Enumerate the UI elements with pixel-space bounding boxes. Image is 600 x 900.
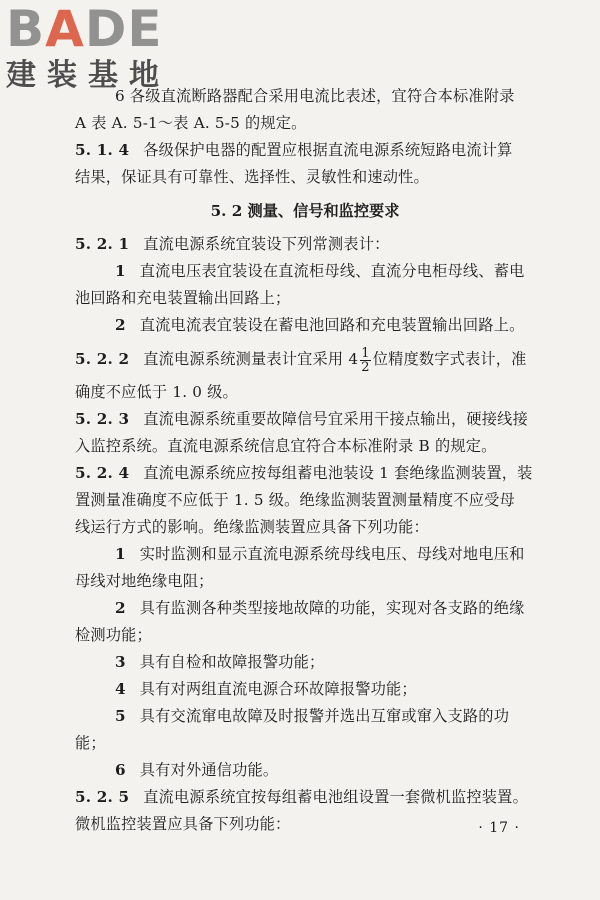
item-text: 具有对外通信功能。 — [139, 761, 279, 779]
clause-5-2-1 — [75, 231, 535, 258]
list-item — [75, 649, 535, 676]
clause-number: 5. 1. 4 — [75, 141, 130, 159]
logo-wordmark — [6, 0, 178, 58]
list-item — [75, 541, 535, 568]
item-number: 3 — [115, 653, 126, 671]
clause-text: 直流电源系统宜按每组蓄电池组设置一套微机监控装置。 — [143, 788, 528, 806]
clause-5-2-3 — [75, 406, 535, 433]
text-line: 能； — [75, 734, 106, 752]
item-number: 2 — [115, 599, 126, 617]
fraction-one-half — [360, 347, 370, 374]
text-line: 微机监控装置应具备下列功能： — [75, 815, 291, 833]
item-text: 具有监测各种类型接地故障的功能，实现对各支路的绝缘 — [139, 599, 525, 617]
item-number: 4 — [115, 680, 126, 698]
text-line: 池回路和充电装置输出回路上； — [75, 289, 291, 307]
list-item — [75, 312, 535, 339]
clause-text: 直流电源系统重要故障信号宜采用干接点输出，硬接线接 — [143, 410, 528, 428]
clause-number: 5. 2. 3 — [75, 410, 130, 428]
logo-subtitle: 建装基地 — [6, 58, 170, 93]
text-line: 母线对地绝缘电阻； — [75, 572, 214, 590]
text-line: 6 各级直流断路器配合采用电流比表述，宜符合本标准附录 — [115, 87, 515, 105]
text-line: 结果，保证具有可靠性、选择性、灵敏性和速动性。 — [75, 168, 429, 186]
list-item — [75, 703, 535, 730]
item-text: 直流电流表宜装设在蓄电池回路和充电装置输出回路上。 — [139, 316, 525, 334]
list-item — [75, 595, 535, 622]
item-text: 具有交流窜电故障及时报警并选出互窜或窜入支路的功 — [139, 707, 510, 725]
item-number: 1 — [115, 545, 126, 563]
item-text: 具有自检和故障报警功能； — [139, 653, 325, 671]
item-text: 直流电压表宜装设在直流柜母线、直流分电柜母线、蓄电 — [139, 262, 525, 280]
clause-5-1-4 — [75, 137, 535, 164]
clause-5-2-2 — [75, 339, 535, 379]
list-item — [75, 757, 535, 784]
item-text: 实时监测和显示直流电源系统母线电压、母线对地电压和 — [139, 545, 525, 563]
item-text: 具有对两组直流电源合环故障报警功能； — [139, 680, 417, 698]
text-line: 检测功能； — [75, 626, 152, 644]
clause-number: 5. 2. 1 — [75, 235, 130, 253]
text-line: 入监控系统。直流电源系统信息宜符合本标准附录 B 的规定。 — [75, 437, 497, 455]
document-body — [75, 83, 535, 838]
text-line: 置测量准确度不应低于 1. 5 级。绝缘监测装置测量精度不应受母 — [75, 491, 515, 509]
clause-number: 5. 2. 2 — [75, 350, 130, 368]
clause-text: 直流电源系统宜装设下列常测表计： — [143, 235, 390, 253]
page-number: · 17 · — [478, 820, 520, 836]
clause-5-2-5 — [75, 784, 535, 811]
item-number: 2 — [115, 316, 126, 334]
list-item — [75, 676, 535, 703]
clause-5-2-4 — [75, 460, 535, 487]
fraction-numerator: 1 — [361, 345, 370, 361]
list-item — [75, 258, 535, 285]
item-number: 5 — [115, 707, 126, 725]
clause-number: 5. 2. 4 — [75, 464, 130, 482]
item-number: 1 — [115, 262, 126, 280]
text-line: 确度不应低于 1. 0 级。 — [75, 383, 238, 401]
text-line: 线运行方式的影响。绝缘监测装置应具备下列功能： — [75, 518, 429, 536]
clause-text: 直流电源系统测量表计宜采用 4 — [143, 350, 359, 368]
logo-letter-a: A — [45, 0, 85, 58]
logo-letters-de: DE — [84, 0, 163, 58]
text-line: A 表 A. 5-1～表 A. 5-5 的规定。 — [75, 114, 307, 132]
section-heading: 5. 2 测量、信号和监控要求 — [210, 202, 400, 220]
item-number: 6 — [115, 761, 126, 779]
clause-text: 直流电源系统应按每组蓄电池装设 1 套绝缘监测装置，装 — [143, 464, 533, 482]
logo-letter-b: B — [6, 0, 46, 58]
clause-number: 5. 2. 5 — [75, 788, 130, 806]
clause-text: 各级保护电器的配置应根据直流电源系统短路电流计算 — [143, 141, 513, 159]
fraction-denominator: 2 — [361, 359, 370, 375]
clause-text-continued: 位精度数字式表计，准 — [372, 350, 527, 368]
